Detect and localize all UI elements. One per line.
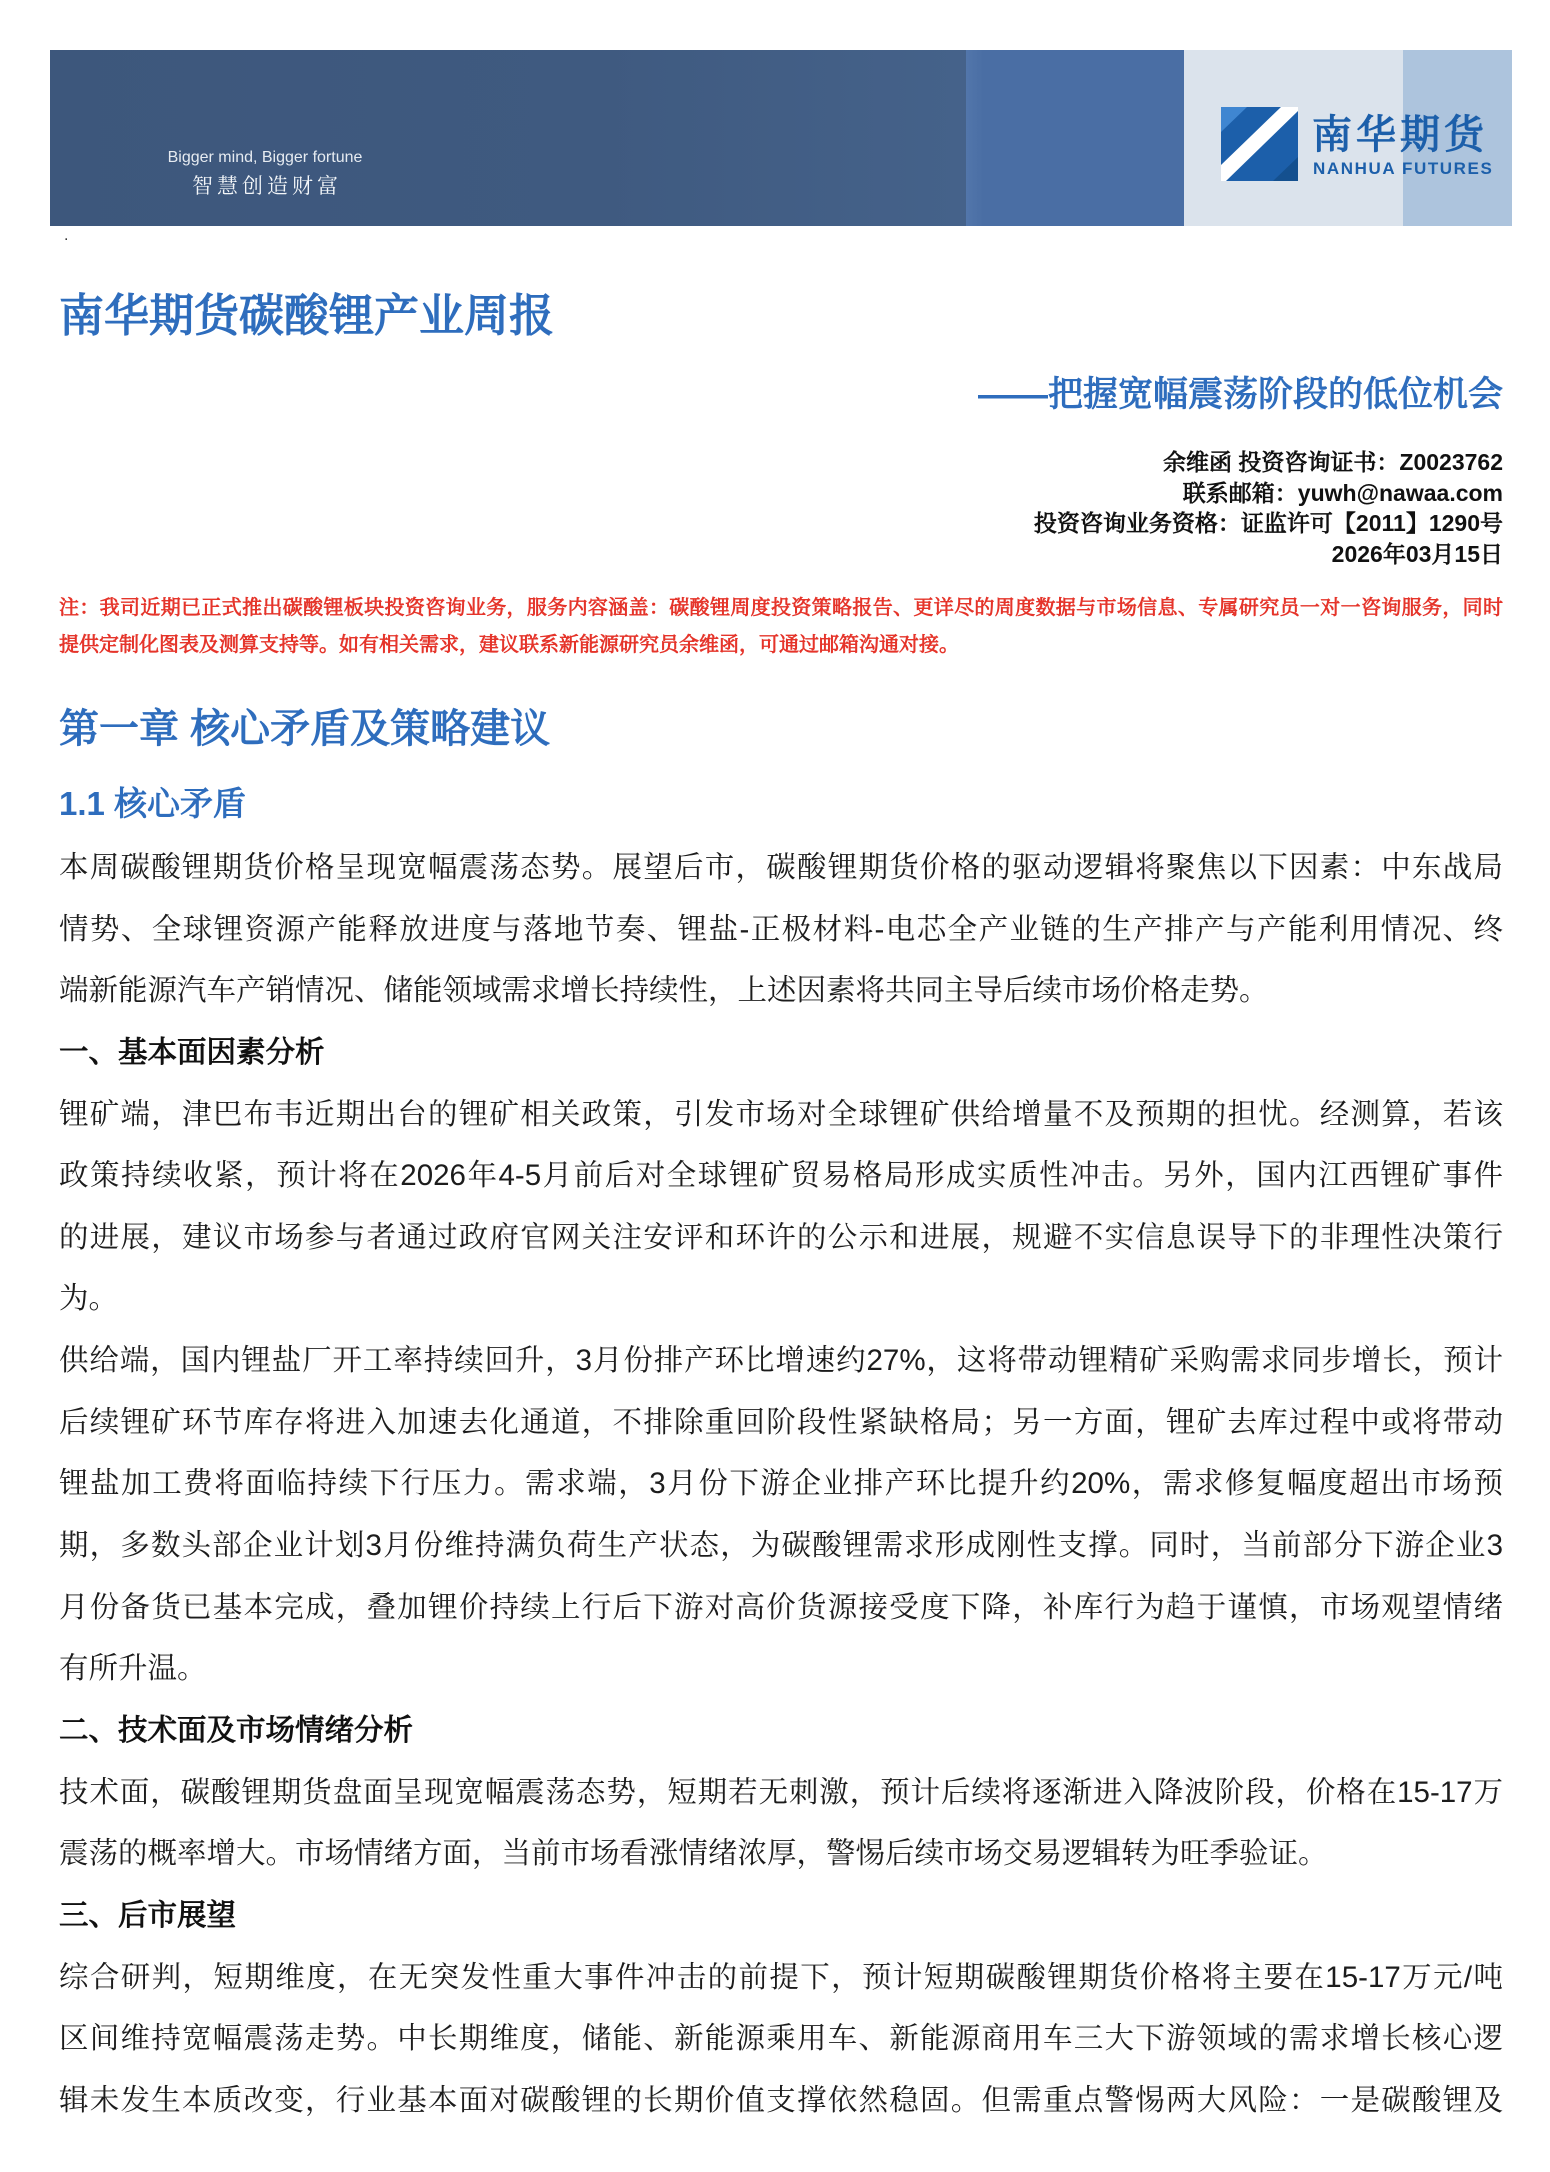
- paragraph-line: 政策持续收紧，预计将在2026年4-5月前后对全球锂矿贸易格局形成实质性冲击。另外，国内江西锂矿事件: [59, 1159, 1503, 1193]
- nanhua-logo-icon: [1221, 107, 1298, 181]
- paragraph-line: 端新能源汽车产销情况、储能领域需求增长持续性，上述因素将共同主导后续市场价格走势。: [59, 974, 1269, 1008]
- paragraph-line: 有所升温。: [59, 1652, 207, 1686]
- paragraph-line: 辑未发生本质改变，行业基本面对碳酸锂的长期价值支撑依然稳固。但需重点警惕两大风险：一是碳酸锂及: [59, 2083, 1503, 2117]
- banner-mid-panel: [966, 50, 1184, 226]
- tagline-english: Bigger mind, Bigger fortune: [167, 149, 363, 166]
- paragraph-line: 的进展，建议市场参与者通过政府官网关注安评和环许的公示和进展，规避不实信息误导下的非理性决策行: [59, 1220, 1503, 1254]
- paragraph-line: 震荡的概率增大。市场情绪方面，当前市场看涨情绪浓厚，警惕后续市场交易逻辑转为旺季验证。: [59, 1837, 1328, 1871]
- paragraph-line: 锂盐加工费将面临持续下行压力。需求端，3月份下游企业排产环比提升约20%，需求修复幅度超出市场预: [59, 1467, 1503, 1501]
- report-subtitle: ——把握宽幅震荡阶段的低位机会: [977, 375, 1503, 414]
- note-line: 提供定制化图表及测算支持等。如有相关需求，建议联系新能源研究员余维函，可通过邮箱沟通对接。: [59, 634, 959, 656]
- section-title: 1.1 核心矛盾: [59, 785, 247, 822]
- intro-paragraph: [59, 837, 1503, 1022]
- author-email: 联系邮箱：yuwh@nawaa.com: [1182, 479, 1503, 506]
- paragraph-line: 为。: [59, 1282, 119, 1316]
- report-title: 南华期货碳酸锂产业周报: [59, 290, 555, 341]
- paragraph-line: 月份备货已基本完成，叠加锂价持续上行后下游对高价货源接受度下降，补库行为趋于谨慎，市场观望情绪: [59, 1590, 1503, 1624]
- paragraph-line: 供给端，国内锂盐厂开工率持续回升，3月份排产环比增速约27%，这将带动锂精矿采购需求同步增长，预计: [59, 1344, 1503, 1378]
- paragraph-line: 后续锂矿环节库存将进入加速去化通道，不排除重回阶段性紧缺格局；另一方面，锂矿去库过程中或将带动: [59, 1405, 1503, 1439]
- chapter-title: 第一章 核心矛盾及策略建议: [59, 707, 551, 751]
- page-mark: .: [64, 227, 69, 244]
- author-qualification: 投资咨询业务资格：证监许可【2011】1290号: [1033, 510, 1503, 537]
- outlook-paragraph: [59, 1947, 1503, 2132]
- note-line: 注：我司近期已正式推出碳酸锂板块投资咨询业务，服务内容涵盖：碳酸锂周度投资策略报告、更详尽的周度数据与市场信息、专属研究员一对一咨询服务，同时: [59, 597, 1503, 619]
- service-note: [59, 590, 1503, 664]
- logo-wordmark-chinese: 南华期货: [1312, 113, 1488, 157]
- paragraph-line: 期，多数头部企业计划3月份维持满负荷生产状态，为碳酸锂需求形成刚性支撑。同时，当前部分下游企业3: [59, 1529, 1503, 1563]
- author-certificate: 余维函 投资咨询证书：Z0023762: [1163, 449, 1503, 475]
- author-info: [1034, 447, 1503, 570]
- subheading-outlook: 三、后市展望: [59, 1898, 237, 1932]
- paragraph-line: 技术面，碳酸锂期货盘面呈现宽幅震荡态势，短期若无刺激，预计后续将逐渐进入降波阶段，价格在15-17万: [59, 1775, 1503, 1809]
- tagline-chinese: 智慧创造财富: [192, 175, 342, 198]
- paragraph-line: 本周碳酸锂期货价格呈现宽幅震荡态势。展望后市，碳酸锂期货价格的驱动逻辑将聚焦以下因素：中东战局: [59, 851, 1503, 884]
- paragraph-line: 综合研判，短期维度，在无突发性重大事件冲击的前提下，预计短期碳酸锂期货价格将主要在15-17万元/吨: [59, 1960, 1503, 1994]
- logo-wordmark-english: NANHUA FUTURES: [1313, 159, 1494, 178]
- paragraph-line: 区间维持宽幅震荡走势。中长期维度，储能、新能源乘用车、新能源商用车三大下游领域的需求增长核心逻: [59, 2022, 1503, 2056]
- subheading-fundamentals: 一、基本面因素分析: [59, 1035, 325, 1069]
- lithium-mine-paragraph: [59, 1084, 1503, 1331]
- report-date: 2026年03月15日: [1331, 541, 1503, 568]
- supply-demand-paragraph: [59, 1330, 1503, 1700]
- paragraph-line: 锂矿端，津巴布韦近期出台的锂矿相关政策，引发市场对全球锂矿供给增量不及预期的担忧。经测算，若该: [59, 1097, 1503, 1131]
- technical-paragraph: [59, 1762, 1503, 1885]
- paragraph-line: 情势、全球锂资源产能释放进度与落地节奏、锂盐-正极材料-电芯全产业链的生产排产与产能利用情况、终: [59, 912, 1503, 946]
- chapter-body: [59, 837, 1503, 2131]
- header-banner: [50, 50, 1512, 226]
- subheading-technical: 二、技术面及市场情绪分析: [59, 1713, 414, 1747]
